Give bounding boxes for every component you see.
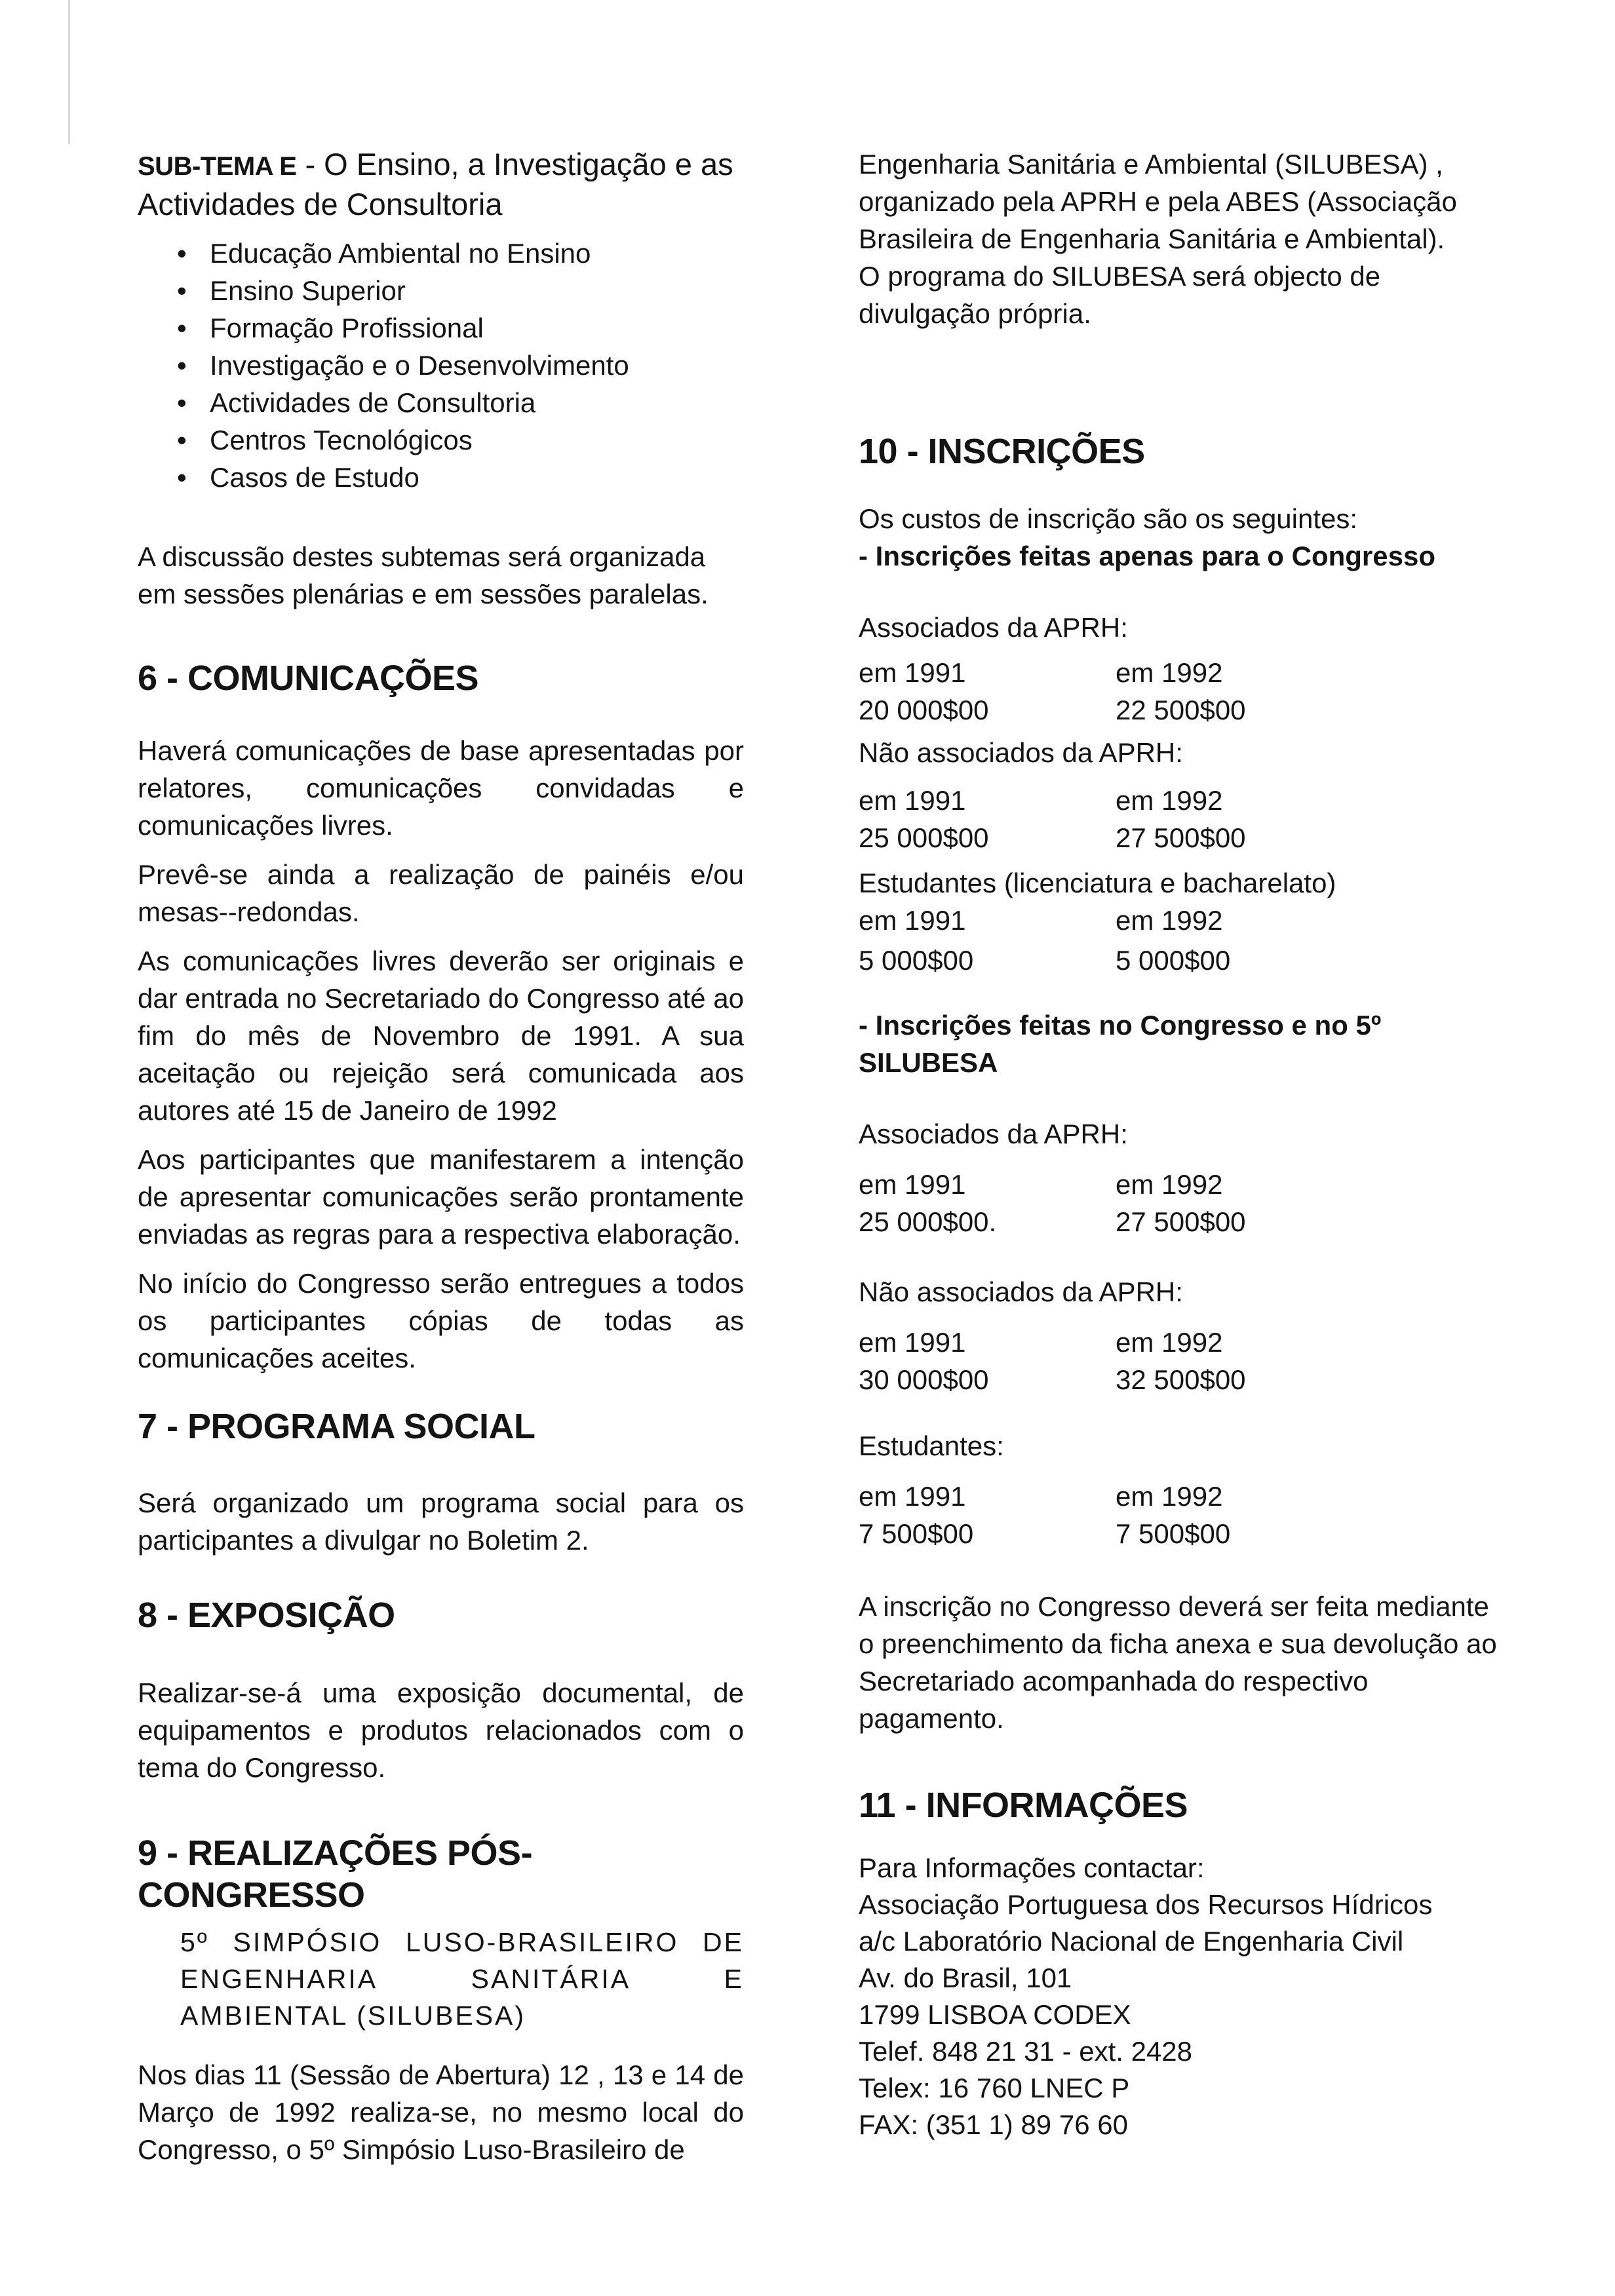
fee-values-row	[859, 691, 1501, 729]
fee-years-row	[859, 1166, 1501, 1203]
fee-value: 27 500$00	[1116, 1206, 1246, 1237]
silubesa-event-title: 5º SIMPÓSIO LUSO-BRASILEIRO DE ENGENHARIA SANITÁRIA E AMBIENTAL (SILUBESA)	[180, 1927, 744, 2031]
contact-line: Associação Portuguesa dos Recursos Hídricos	[859, 1889, 1433, 1920]
section-6-paragraph: Haverá comunicações de base apresentadas por relatores, comunicações convidadas e comunicações livres.	[138, 735, 744, 841]
contact-line: Telex: 16 760 LNEC P	[859, 2073, 1130, 2103]
subtema-bullet-list	[138, 235, 744, 496]
contact-line: FAX: (351 1) 89 76 60	[859, 2109, 1128, 2140]
contact-block	[859, 1850, 1501, 2143]
fee-year: em 1991	[859, 1327, 966, 1358]
fee-years-row	[859, 1478, 1501, 1515]
fee-years-row	[859, 654, 1501, 691]
fee-value: 27 500$00	[1116, 822, 1246, 853]
section-9-paragraph: Nos dias 11 (Sessão de Abertura) 12 , 13 e 14 de Março de 1992 realiza-se, no mesmo local do Congresso, o 5º Simpósio Luso-Brasileiro de	[138, 2059, 744, 2165]
section-7-paragraph: Será organizado um programa social para os participantes a divulgar no Boletim 2.	[138, 1487, 744, 1556]
fee-value: 5 000$00	[859, 945, 974, 976]
list-item: • Investigação e o Desenvolvimento	[177, 347, 744, 384]
fee-group-label: Estudantes (licenciatura e bacharelato)	[859, 868, 1336, 898]
fee-group-label: Associados da APRH:	[859, 612, 1128, 643]
fee-value: 22 500$00	[1116, 695, 1246, 725]
section-6-paragraph: As comunicações livres deverão ser originais e dar entrada no Secretariado do Congresso até ao fim do mês de Novembro de 1991. A sua aceitação ou rejeição será comunicada aos autores até 15 de Janeiro de 1992	[138, 946, 744, 1126]
fees-subheading-congress-and-silubesa: - Inscrições feitas no Congresso e no 5º SILUBESA	[859, 1010, 1382, 1078]
fee-values-row	[859, 1515, 1501, 1552]
subtema-label: SUB-TEMA E	[138, 152, 297, 181]
fee-year: em 1991	[859, 785, 966, 816]
left-column	[138, 145, 744, 2168]
section-6-paragraph: No início do Congresso serão entregues a todos os participantes cópias de todas as comunicações aceites.	[138, 1268, 744, 1373]
fee-year: em 1992	[1116, 657, 1223, 688]
contact-line: 1799 LISBOA CODEX	[859, 1999, 1131, 2030]
fee-year: em 1992	[1116, 1481, 1223, 1512]
fee-year: em 1991	[859, 657, 966, 688]
fee-group-label: Estudantes:	[859, 1430, 1004, 1461]
fee-year: em 1992	[1116, 905, 1223, 936]
fee-value: 25 000$00	[859, 822, 989, 853]
fee-value: 30 000$00	[859, 1364, 989, 1395]
fee-years-row	[859, 782, 1501, 819]
section-11-heading: 11 - INFORMAÇÕES	[859, 1786, 1188, 1825]
fee-years-row	[859, 1324, 1501, 1361]
contact-line: a/c Laboratório Nacional de Engenharia Civil	[859, 1926, 1404, 1957]
section-6-heading: 6 - COMUNICAÇÕES	[138, 659, 479, 698]
subtema-title-line1: - O Ensino, a Investigação e as	[296, 147, 733, 182]
section-9-heading: 9 - REALIZAÇÕES PÓS-CONGRESSO	[138, 1833, 533, 1915]
fee-year: em 1992	[1116, 785, 1223, 816]
fee-group-label: Associados da APRH:	[859, 1119, 1128, 1149]
fee-values-row	[859, 819, 1501, 856]
section-9-continued-paragraph: Engenharia Sanitária e Ambiental (SILUBESA) , organizado pela APRH e pela ABES (Associação Brasileira de Engenharia Sanitária e Ambiental).	[859, 149, 1457, 254]
section-7-heading: 7 - PROGRAMA SOCIAL	[138, 1407, 535, 1446]
fee-group-label: Não associados da APRH:	[859, 1276, 1183, 1307]
right-column	[859, 145, 1501, 2143]
fees-intro: Os custos de inscrição são os seguintes:	[859, 503, 1358, 534]
contact-line: Av. do Brasil, 101	[859, 1962, 1072, 1993]
section-6-paragraph: Prevê-se ainda a realização de painéis e/ou mesas--redondas.	[138, 859, 744, 927]
contact-line: Para Informações contactar:	[859, 1852, 1205, 1883]
list-item: • Formação Profissional	[177, 309, 744, 347]
section-6-paragraph: Aos participantes que manifestarem a intenção de apresentar comunicações serão prontamente enviadas as regras para a respectiva elaboração.	[138, 1144, 744, 1250]
fee-value: 20 000$00	[859, 695, 989, 725]
registration-closing-paragraph: A inscrição no Congresso deverá ser feita mediante o preenchimento da ficha anexa e sua devolução ao Secretariado acompanhada do respectivo pagamento.	[859, 1591, 1497, 1734]
fee-value: 7 500$00	[859, 1518, 974, 1549]
section-9-continued-paragraph: O programa do SILUBESA será objecto de divulgação própria.	[859, 261, 1381, 329]
fee-group-label: Não associados da APRH:	[859, 737, 1183, 768]
subtema-title-line2: Actividades de Consultoria	[138, 187, 503, 221]
fee-year: em 1992	[1116, 1327, 1223, 1358]
section-8-heading: 8 - EXPOSIÇÃO	[138, 1596, 395, 1635]
scan-edge-line	[68, 0, 70, 144]
fee-year: em 1991	[859, 1481, 966, 1512]
subtema-discussion: A discussão destes subtemas será organizada em sessões plenárias e em sessões paralelas.	[138, 541, 709, 609]
section-10-heading: 10 - INSCRIÇÕES	[859, 432, 1145, 471]
fee-years-row	[859, 902, 1501, 939]
fee-value: 5 000$00	[1116, 945, 1231, 976]
fee-year: em 1991	[859, 905, 966, 936]
fees-subheading-congress-only: - Inscrições feitas apenas para o Congresso	[859, 541, 1435, 571]
fee-value: 7 500$00	[1116, 1518, 1231, 1549]
fee-year: em 1992	[1116, 1169, 1223, 1200]
list-item: • Casos de Estudo	[177, 459, 744, 496]
list-item: • Centros Tecnológicos	[177, 421, 744, 459]
fee-values-row	[859, 1361, 1501, 1398]
list-item: • Educação Ambiental no Ensino	[177, 235, 744, 272]
list-item: • Actividades de Consultoria	[177, 384, 744, 421]
subtema-e-title	[138, 145, 744, 223]
fee-value: 25 000$00.	[859, 1206, 997, 1237]
fee-values-row	[859, 942, 1501, 979]
list-item: • Ensino Superior	[177, 272, 744, 309]
fee-year: em 1991	[859, 1169, 966, 1200]
fee-value: 32 500$00	[1116, 1364, 1246, 1395]
fee-values-row	[859, 1203, 1501, 1240]
contact-line: Telef. 848 21 31 - ext. 2428	[859, 2036, 1193, 2067]
section-8-paragraph: Realizar-se-á uma exposição documental, de equipamentos e produtos relacionados com o tema do Congresso.	[138, 1677, 744, 1783]
